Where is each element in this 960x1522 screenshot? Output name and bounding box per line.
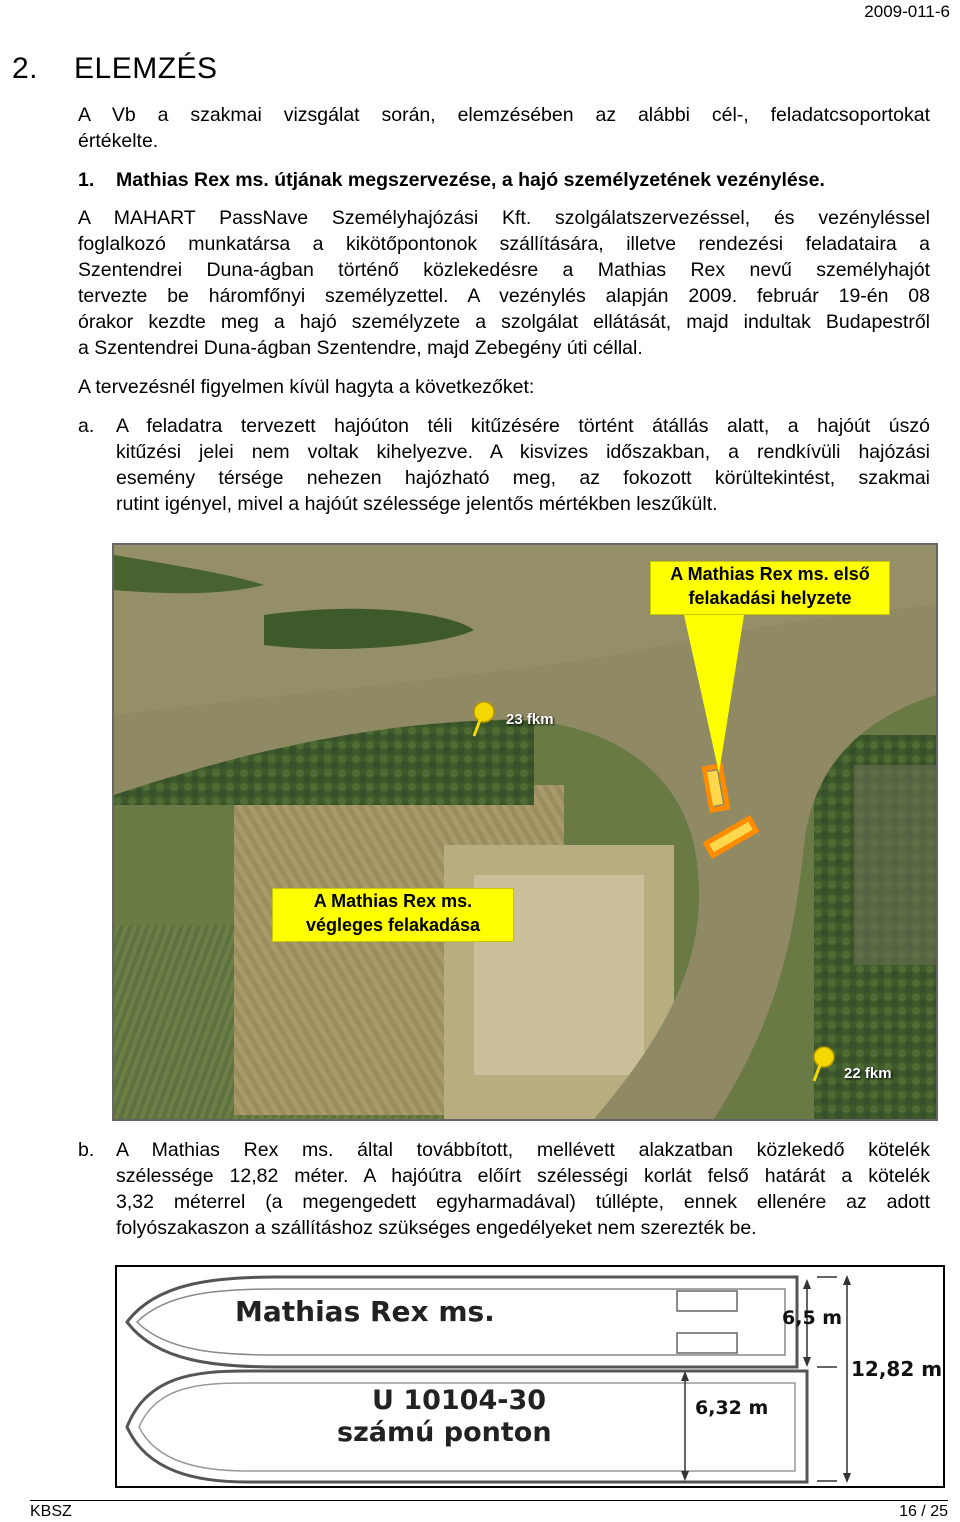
footer-org: KBSZ [30, 1503, 72, 1520]
callout-top-line2: felakadási helyzete [688, 588, 852, 608]
item-1-heading [78, 167, 930, 193]
item-1-title: Mathias Rex ms. útjának megszervezése, a hajó személyzetének vezénylése. [116, 169, 825, 191]
list-item-a [78, 413, 930, 517]
section-number: 2. [12, 52, 39, 85]
dim-total-width: 12,82 m [851, 1357, 943, 1381]
para1-line: Szentendrei Duna-ágban történő közlekedésre a Mathias Rex nevű személyhajót [78, 259, 930, 281]
paragraph-2: A tervezésnél figyelmen kívül hagyta a következőket: [78, 376, 535, 398]
list-a-text [116, 413, 930, 517]
page-footer [30, 1500, 948, 1520]
ship-diagram-image [115, 1265, 945, 1488]
pontoon-id-label: U 10104-30 [372, 1385, 547, 1416]
callout-top-line1: A Mathias Rex ms. első [670, 564, 870, 584]
aerial-map-graphic [114, 545, 936, 1119]
intro-paragraph [78, 102, 930, 154]
intro-line-2: értékelte. [78, 130, 159, 152]
section-heading [12, 52, 218, 86]
list-a-line: kitűzési jelei nem voltak kihelyezve. A kisvizes időszakban, a rendkívüli hajózási [116, 441, 930, 463]
document-id: 2009-011-6 [864, 2, 950, 21]
para1-line: órakor kezdte meg a hajó személyzete a szolgálat ellátását, majd indultak Budapestről [78, 311, 930, 333]
para1-line: tervezte be háromfőnyi személyzettel. A vezénylés alapján 2009. február 19-én 08 [78, 285, 930, 307]
aerial-map-image [112, 543, 938, 1121]
para1-line: A MAHART PassNave Személyhajózási Kft. szolgálatszervezéssel, és vezényléssel [78, 207, 930, 229]
list-a-line: A feladatra tervezett hajóúton téli kitűzésére történt átállás alatt, a hajóút úszó [116, 415, 930, 437]
para1-line: a Szentendrei Duna-ágban Szentendre, majd Zebegény úti céllal. [78, 337, 643, 359]
list-b-line: szélessége 12,82 méter. A hajóútra előírt szélességi korlát felső határát a kötelék [116, 1165, 930, 1187]
page-number: 16 / 25 [899, 1503, 948, 1520]
list-b-line: 3,32 méterrel (a megengedett egyharmadával) túllépte, ennek ellenére az adott [116, 1191, 930, 1213]
callout-bottom-line1: A Mathias Rex ms. [313, 891, 473, 911]
list-a-marker: a. [78, 415, 95, 437]
list-item-b [78, 1137, 930, 1241]
km-marker-22: 22 fkm [844, 1065, 892, 1082]
para1-line: foglalkozó munkatársa a kikötőpontonok szállítására, illetve rendezési feladataira a [78, 233, 930, 255]
ship-name-label: Mathias Rex ms. [235, 1295, 495, 1328]
pontoon-desc-label: számú ponton [337, 1417, 552, 1448]
list-b-text [116, 1137, 930, 1241]
dim-ship-width: 6,5 m [782, 1307, 843, 1329]
km-marker-23: 23 fkm [506, 711, 554, 728]
paragraph-1 [78, 205, 930, 361]
list-b-line: A Mathias Rex ms. által továbbított, mellévett alakzatban közlekedő kötelék [116, 1139, 930, 1161]
list-b-marker: b. [78, 1139, 95, 1161]
map-callout-final-position [272, 888, 514, 942]
list-b-line: folyószakaszon a szállításhoz szükséges engedélyeket nem szerezték be. [116, 1217, 757, 1239]
dim-pontoon-width: 6,32 m [695, 1397, 769, 1419]
list-a-line: esemény térsége nehezen hajózható meg, az fokozott körültekintést, szakmai [116, 467, 930, 489]
section-title: ELEMZÉS [74, 52, 218, 85]
map-callout-first-position [650, 561, 890, 615]
callout-bottom-line2: végleges felakadása [305, 915, 481, 935]
item-1-number: 1. [78, 169, 95, 191]
intro-line-1: A Vb a szakmai vizsgálat során, elemzésében az alábbi cél-, feladatcsoportokat [78, 104, 930, 126]
list-a-line: rutint igényel, mivel a hajóút szélessége jelentős mértékben leszűkült. [116, 493, 718, 515]
